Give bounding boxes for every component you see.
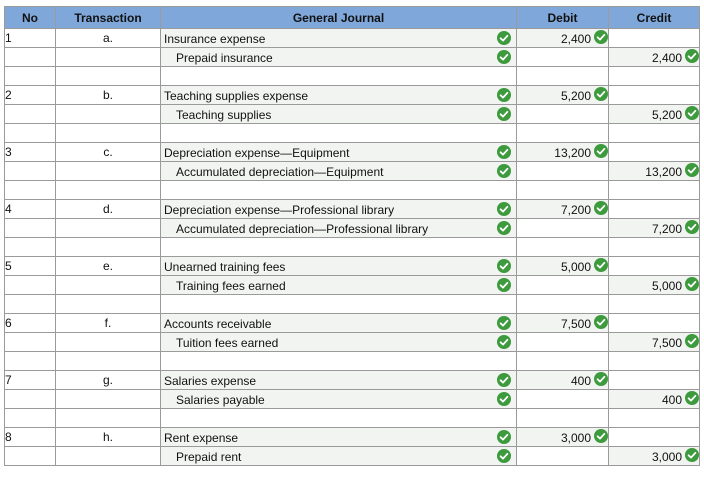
debit-amount-cell[interactable]: [517, 86, 609, 105]
blank-cell: [517, 352, 609, 371]
credit-amount-cell[interactable]: [609, 257, 700, 276]
debit-amount-cell[interactable]: [517, 447, 609, 466]
credit-amount: 13,200: [645, 164, 682, 179]
credit-amount: 2,400: [651, 50, 682, 65]
entry-number: 6: [5, 314, 56, 333]
entry-number: 3: [5, 143, 56, 162]
credit-amount-cell[interactable]: [609, 200, 700, 219]
blank-cell: [5, 295, 56, 314]
entry-number-empty: [5, 447, 56, 466]
table-row-debit: [5, 86, 700, 105]
debit-amount: 7,200: [560, 202, 591, 217]
table-row-debit: [5, 314, 700, 333]
entry-number-empty: [5, 333, 56, 352]
debit-amount-cell[interactable]: [517, 257, 609, 276]
blank-cell: [609, 124, 700, 143]
account-cell[interactable]: [161, 257, 517, 276]
table-row-blank: [5, 352, 700, 371]
account-cell[interactable]: [161, 143, 517, 162]
credit-account-label: Tuition fees earned: [176, 336, 279, 350]
blank-cell: [56, 409, 161, 428]
debit-amount-cell[interactable]: [517, 162, 609, 181]
credit-amount-cell[interactable]: [609, 86, 700, 105]
blank-cell: [517, 295, 609, 314]
entry-number-empty: [5, 48, 56, 67]
debit-amount: 5,000: [560, 259, 591, 274]
entry-number: 7: [5, 371, 56, 390]
transaction-letter: a.: [56, 29, 161, 48]
debit-amount-cell[interactable]: [517, 29, 609, 48]
blank-cell: [56, 295, 161, 314]
general-journal-table: [4, 6, 700, 466]
debit-amount-cell[interactable]: [517, 371, 609, 390]
credit-amount-cell[interactable]: [609, 428, 700, 447]
check-circle-icon: [497, 449, 511, 463]
account-cell[interactable]: [161, 29, 517, 48]
table-row-blank: [5, 295, 700, 314]
blank-cell: [161, 352, 517, 371]
credit-amount: 3,000: [651, 449, 682, 464]
check-circle-icon: [685, 334, 699, 348]
table-row-blank: [5, 181, 700, 200]
blank-cell: [56, 67, 161, 86]
credit-amount: 5,000: [651, 278, 682, 293]
entry-number-empty: [5, 105, 56, 124]
table-row-credit: [5, 162, 700, 181]
entry-number-empty: [5, 276, 56, 295]
check-circle-icon: [594, 144, 608, 158]
debit-account-label: Insurance expense: [164, 32, 266, 46]
check-circle-icon: [497, 202, 511, 216]
credit-account-label: Accumulated depreciation—Equipment: [176, 165, 384, 179]
table-row-debit: [5, 29, 700, 48]
entry-number: 2: [5, 86, 56, 105]
entry-number-empty: [5, 162, 56, 181]
blank-cell: [161, 124, 517, 143]
debit-account-label: Teaching supplies expense: [164, 89, 309, 103]
transaction-letter-empty: [56, 219, 161, 238]
debit-amount-cell[interactable]: [517, 276, 609, 295]
credit-amount-cell[interactable]: [609, 371, 700, 390]
debit-account-label: Depreciation expense—Equipment: [164, 146, 350, 160]
account-cell[interactable]: [161, 105, 517, 124]
check-circle-icon: [497, 430, 511, 444]
credit-amount-cell[interactable]: [609, 162, 700, 181]
debit-amount: 13,200: [554, 145, 591, 160]
transaction-letter-empty: [56, 48, 161, 67]
debit-amount: 5,200: [560, 88, 591, 103]
credit-amount-cell[interactable]: [609, 219, 700, 238]
blank-cell: [5, 181, 56, 200]
account-cell[interactable]: [161, 447, 517, 466]
debit-amount-cell[interactable]: [517, 219, 609, 238]
table-row-credit: [5, 390, 700, 409]
credit-account-label: Salaries payable: [176, 393, 265, 407]
check-circle-icon: [497, 278, 511, 292]
account-cell[interactable]: [161, 200, 517, 219]
transaction-letter-empty: [56, 333, 161, 352]
table-row-credit: [5, 219, 700, 238]
debit-amount-cell[interactable]: [517, 314, 609, 333]
account-cell[interactable]: [161, 219, 517, 238]
debit-amount: 2,400: [560, 31, 591, 46]
transaction-letter-empty: [56, 447, 161, 466]
credit-amount: 7,500: [651, 335, 682, 350]
entry-number: 1: [5, 29, 56, 48]
blank-cell: [609, 238, 700, 257]
blank-cell: [56, 181, 161, 200]
entry-number: 4: [5, 200, 56, 219]
header-credit: Credit: [609, 7, 700, 29]
account-cell[interactable]: [161, 390, 517, 409]
blank-cell: [56, 238, 161, 257]
debit-amount-cell[interactable]: [517, 390, 609, 409]
check-circle-icon: [497, 373, 511, 387]
credit-amount-cell[interactable]: [609, 314, 700, 333]
check-circle-icon: [594, 429, 608, 443]
debit-amount: 7,500: [560, 316, 591, 331]
table-row-credit: [5, 447, 700, 466]
credit-amount-cell[interactable]: [609, 390, 700, 409]
account-cell[interactable]: [161, 48, 517, 67]
transaction-letter-empty: [56, 390, 161, 409]
check-circle-icon: [497, 31, 511, 45]
header-debit: Debit: [517, 7, 609, 29]
check-circle-icon: [497, 259, 511, 273]
credit-account-label: Prepaid insurance: [176, 51, 273, 65]
blank-cell: [517, 409, 609, 428]
credit-amount: 5,200: [651, 107, 682, 122]
check-circle-icon: [497, 107, 511, 121]
table-row-credit: [5, 105, 700, 124]
table-row-blank: [5, 67, 700, 86]
check-circle-icon: [497, 335, 511, 349]
table-row-debit: [5, 371, 700, 390]
credit-amount-cell[interactable]: [609, 276, 700, 295]
table-row-debit: [5, 257, 700, 276]
check-circle-icon: [685, 220, 699, 234]
transaction-letter: c.: [56, 143, 161, 162]
debit-amount-cell[interactable]: [517, 333, 609, 352]
check-circle-icon: [594, 258, 608, 272]
credit-amount-cell[interactable]: [609, 333, 700, 352]
credit-amount-cell[interactable]: [609, 48, 700, 67]
debit-amount-cell[interactable]: [517, 143, 609, 162]
transaction-letter: g.: [56, 371, 161, 390]
header-general-journal: General Journal: [161, 7, 517, 29]
blank-cell: [609, 67, 700, 86]
check-circle-icon: [497, 145, 511, 159]
transaction-letter-empty: [56, 105, 161, 124]
check-circle-icon: [497, 88, 511, 102]
credit-amount-cell[interactable]: [609, 29, 700, 48]
blank-cell: [161, 295, 517, 314]
account-cell[interactable]: [161, 371, 517, 390]
entry-number-empty: [5, 219, 56, 238]
debit-amount-cell[interactable]: [517, 48, 609, 67]
entry-number-empty: [5, 390, 56, 409]
check-circle-icon: [685, 448, 699, 462]
debit-account-label: Accounts receivable: [164, 317, 272, 331]
check-circle-icon: [594, 201, 608, 215]
header-no: No: [5, 7, 56, 29]
blank-cell: [517, 181, 609, 200]
blank-cell: [609, 295, 700, 314]
table-row-debit: [5, 143, 700, 162]
check-circle-icon: [685, 49, 699, 63]
account-cell[interactable]: [161, 86, 517, 105]
blank-cell: [161, 181, 517, 200]
header-row: [5, 7, 700, 29]
credit-amount: 7,200: [651, 221, 682, 236]
blank-cell: [161, 238, 517, 257]
debit-amount: 400: [570, 373, 591, 388]
blank-cell: [56, 352, 161, 371]
journal-body: [5, 29, 700, 466]
table-row-debit: [5, 428, 700, 447]
credit-amount-cell[interactable]: [609, 105, 700, 124]
blank-cell: [5, 352, 56, 371]
account-cell[interactable]: [161, 314, 517, 333]
transaction-letter: d.: [56, 200, 161, 219]
check-circle-icon: [685, 277, 699, 291]
blank-cell: [517, 238, 609, 257]
check-circle-icon: [497, 50, 511, 64]
blank-cell: [161, 409, 517, 428]
debit-amount: 3,000: [560, 430, 591, 445]
check-circle-icon: [497, 392, 511, 406]
check-circle-icon: [594, 87, 608, 101]
entry-number: 8: [5, 428, 56, 447]
account-cell[interactable]: [161, 333, 517, 352]
credit-account-label: Accumulated depreciation—Professional library: [176, 222, 429, 236]
blank-cell: [5, 67, 56, 86]
debit-amount-cell[interactable]: [517, 428, 609, 447]
blank-cell: [5, 238, 56, 257]
blank-cell: [5, 409, 56, 428]
table-row-credit: [5, 48, 700, 67]
credit-amount-cell[interactable]: [609, 447, 700, 466]
table-row-blank: [5, 409, 700, 428]
table-row-blank: [5, 124, 700, 143]
table-row-credit: [5, 333, 700, 352]
credit-amount: 400: [661, 392, 682, 407]
account-cell[interactable]: [161, 428, 517, 447]
account-cell[interactable]: [161, 276, 517, 295]
entry-number: 5: [5, 257, 56, 276]
check-circle-icon: [497, 221, 511, 235]
check-circle-icon: [594, 30, 608, 44]
transaction-letter: h.: [56, 428, 161, 447]
credit-account-label: Teaching supplies: [176, 108, 272, 122]
transaction-letter: e.: [56, 257, 161, 276]
blank-cell: [161, 67, 517, 86]
header-transaction: Transaction: [56, 7, 161, 29]
check-circle-icon: [594, 315, 608, 329]
debit-amount-cell[interactable]: [517, 105, 609, 124]
blank-cell: [56, 124, 161, 143]
blank-cell: [609, 409, 700, 428]
debit-account-label: Salaries expense: [164, 374, 257, 388]
credit-amount-cell[interactable]: [609, 143, 700, 162]
check-circle-icon: [594, 372, 608, 386]
transaction-letter-empty: [56, 276, 161, 295]
debit-account-label: Rent expense: [164, 431, 239, 445]
blank-cell: [609, 352, 700, 371]
check-circle-icon: [497, 164, 511, 178]
debit-account-label: Unearned training fees: [164, 260, 286, 274]
check-circle-icon: [685, 391, 699, 405]
check-circle-icon: [685, 163, 699, 177]
blank-cell: [517, 124, 609, 143]
blank-cell: [517, 67, 609, 86]
debit-amount-cell[interactable]: [517, 200, 609, 219]
table-row-blank: [5, 238, 700, 257]
transaction-letter: b.: [56, 86, 161, 105]
credit-account-label: Training fees earned: [176, 279, 286, 293]
check-circle-icon: [685, 106, 699, 120]
table-row-debit: [5, 200, 700, 219]
blank-cell: [5, 124, 56, 143]
transaction-letter-empty: [56, 162, 161, 181]
credit-account-label: Prepaid rent: [176, 450, 242, 464]
debit-account-label: Depreciation expense—Professional library: [164, 203, 395, 217]
account-cell[interactable]: [161, 162, 517, 181]
transaction-letter: f.: [56, 314, 161, 333]
table-row-credit: [5, 276, 700, 295]
check-circle-icon: [497, 316, 511, 330]
blank-cell: [609, 181, 700, 200]
